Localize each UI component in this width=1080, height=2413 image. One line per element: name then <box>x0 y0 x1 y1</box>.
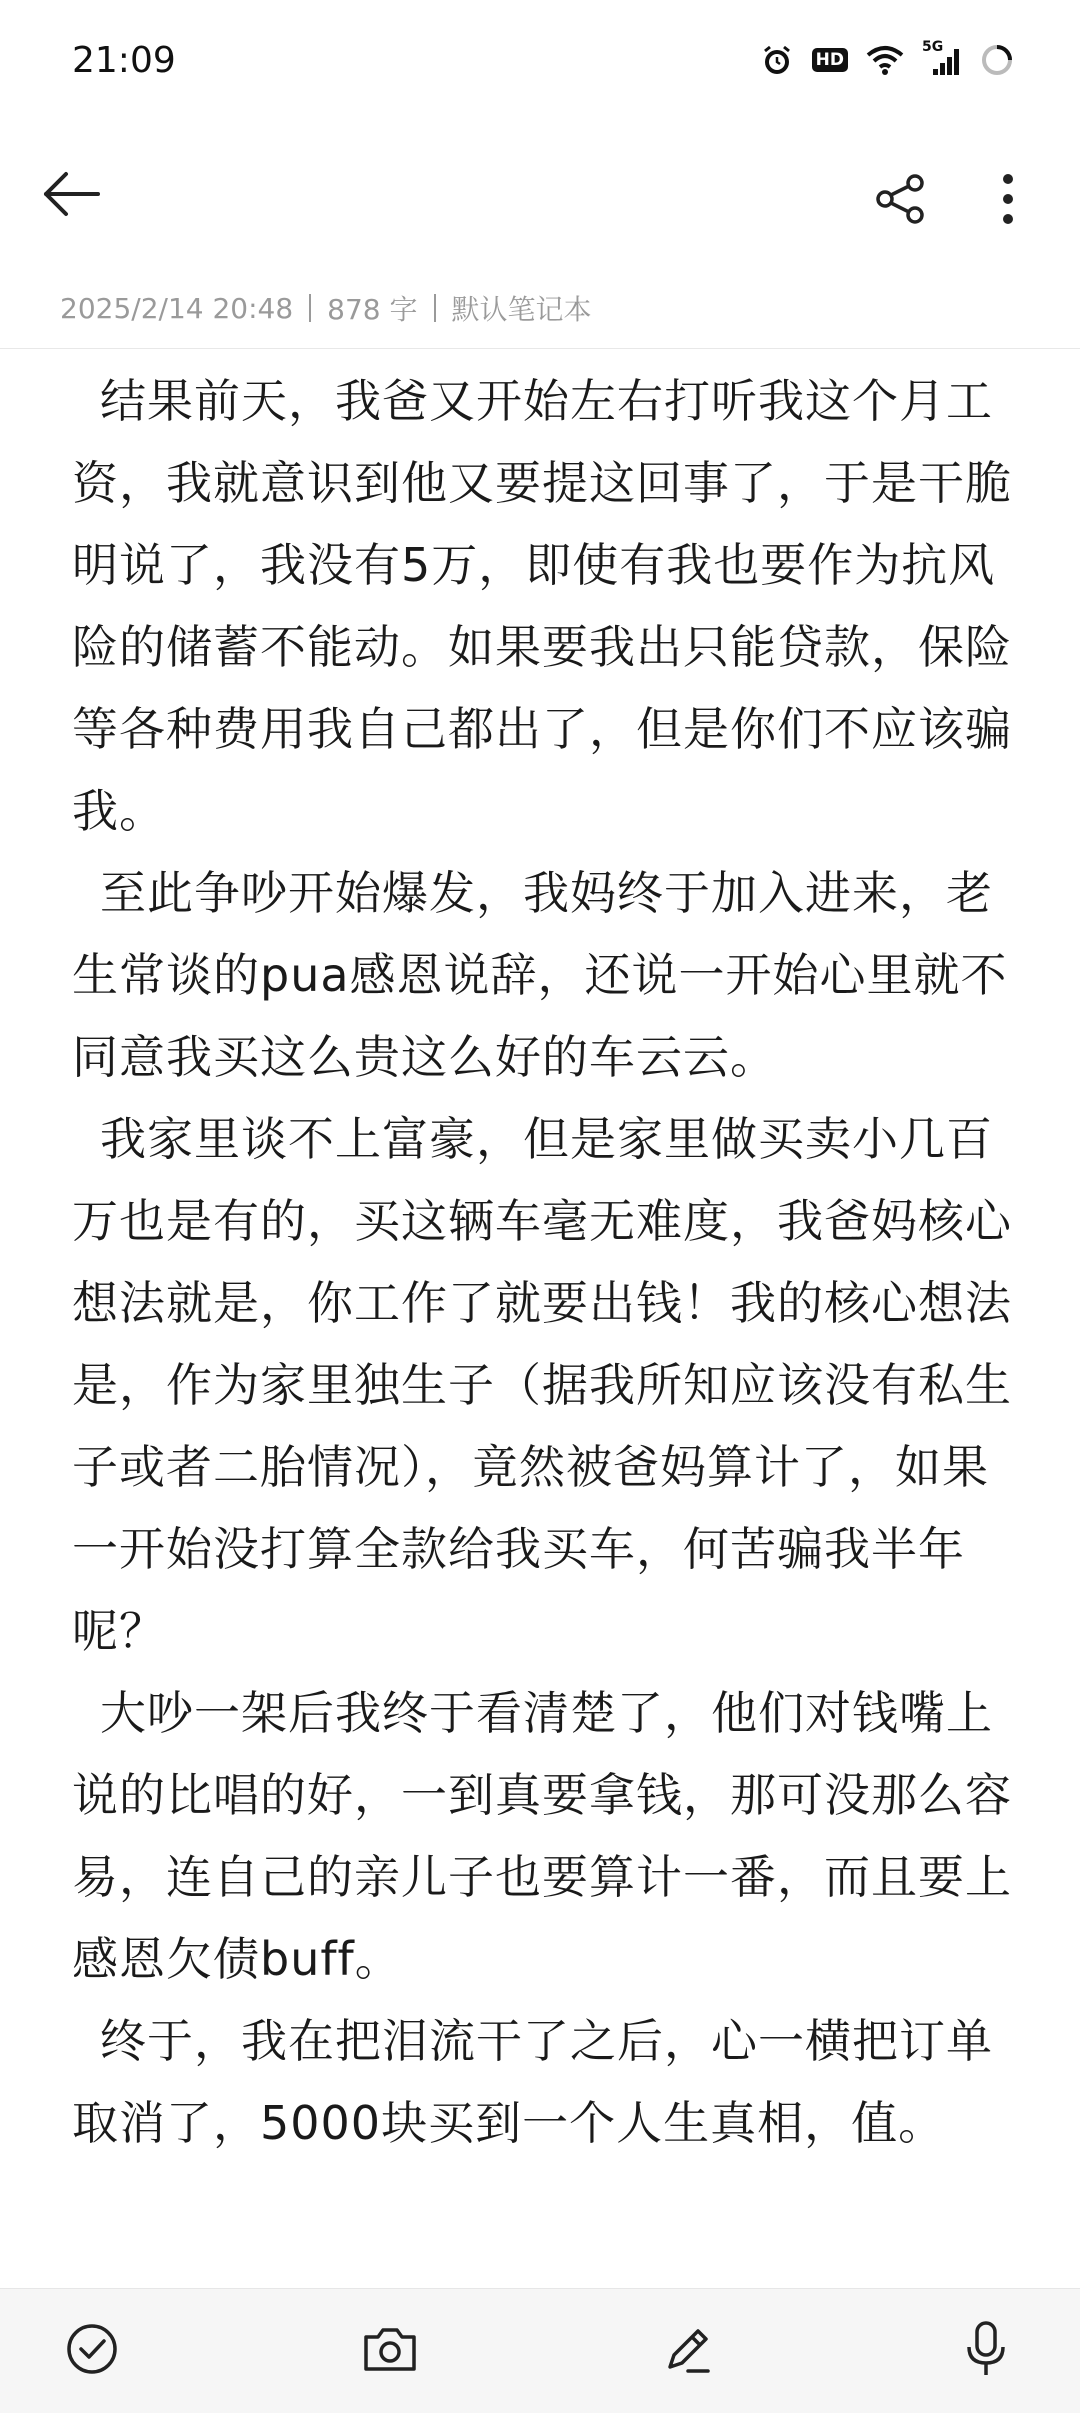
header-divider <box>0 348 1080 349</box>
note-meta <box>60 288 592 328</box>
camera-icon <box>360 2321 420 2381</box>
status-time: 21:09 <box>72 39 176 81</box>
camera-button[interactable] <box>358 2319 422 2383</box>
alarm-icon <box>760 43 794 77</box>
battery-icon <box>980 43 1014 77</box>
hd-icon: HD <box>812 48 848 72</box>
note-paragraph: 大吵一架后我终于看清楚了，他们对钱嘴上说的比唱的好，一到真要拿钱，那可没那么容易，连自己的亲儿子也要算计一番，而且要上感恩欠债buff。 <box>72 1686 1012 1986</box>
back-button[interactable] <box>36 164 108 228</box>
wifi-icon <box>866 45 904 75</box>
note-paragraph: 终于，我在把泪流干了之后，心一横把订单取消了，5000块买到一个人生真相，值。 <box>72 2014 993 2150</box>
more-vertical-icon <box>1002 173 1014 229</box>
pen-button[interactable] <box>656 2319 720 2383</box>
microphone-icon <box>962 2319 1010 2383</box>
status-icons <box>760 39 1014 77</box>
signal-icon <box>922 39 962 77</box>
notebook-name[interactable]: 默认笔记本 <box>451 293 592 326</box>
bottom-toolbar <box>0 2288 1080 2413</box>
pen-icon <box>660 2321 716 2381</box>
back-arrow-icon <box>42 170 102 222</box>
meta-divider <box>309 294 311 322</box>
note-paragraph: 结果前天，我爸又开始左右打听我这个月工资，我就意识到他又要提这回事了，于是干脆明说了，我没有5万，即使有我也要作为抗风险的储蓄不能动。如果要我出只能贷款，保险等各种费用我自己都出了，但是你们不应该骗我。 <box>72 374 1012 838</box>
status-bar <box>0 0 1080 120</box>
share-button[interactable] <box>866 166 936 236</box>
more-options-button[interactable] <box>978 166 1038 236</box>
meta-divider <box>434 294 436 322</box>
checklist-icon <box>64 2321 120 2381</box>
note-word-count: 878 字 <box>327 293 418 326</box>
note-body[interactable] <box>72 360 1012 2164</box>
note-paragraph: 我家里谈不上富豪，但是家里做买卖小几百万也是有的，买这辆车毫无难度，我爸妈核心想法就是，你工作了就要出钱！我的核心想法是，作为家里独生子（据我所知应该没有私生子或者二胎情况），竟然被爸妈算计了，如果一开始没打算全款给我买车，何苦骗我半年呢？ <box>72 1112 1012 1658</box>
network-type-label: 5G <box>922 39 944 55</box>
note-datetime: 2025/2/14 20:48 <box>60 291 294 325</box>
checklist-button[interactable] <box>60 2319 124 2383</box>
note-paragraph: 至此争吵开始爆发，我妈终于加入进来，老生常谈的pua感恩说辞，还说一开始心里就不同意我买这么贵这么好的车云云。 <box>72 866 1008 1084</box>
voice-button[interactable] <box>954 2319 1018 2383</box>
share-icon <box>873 171 929 231</box>
